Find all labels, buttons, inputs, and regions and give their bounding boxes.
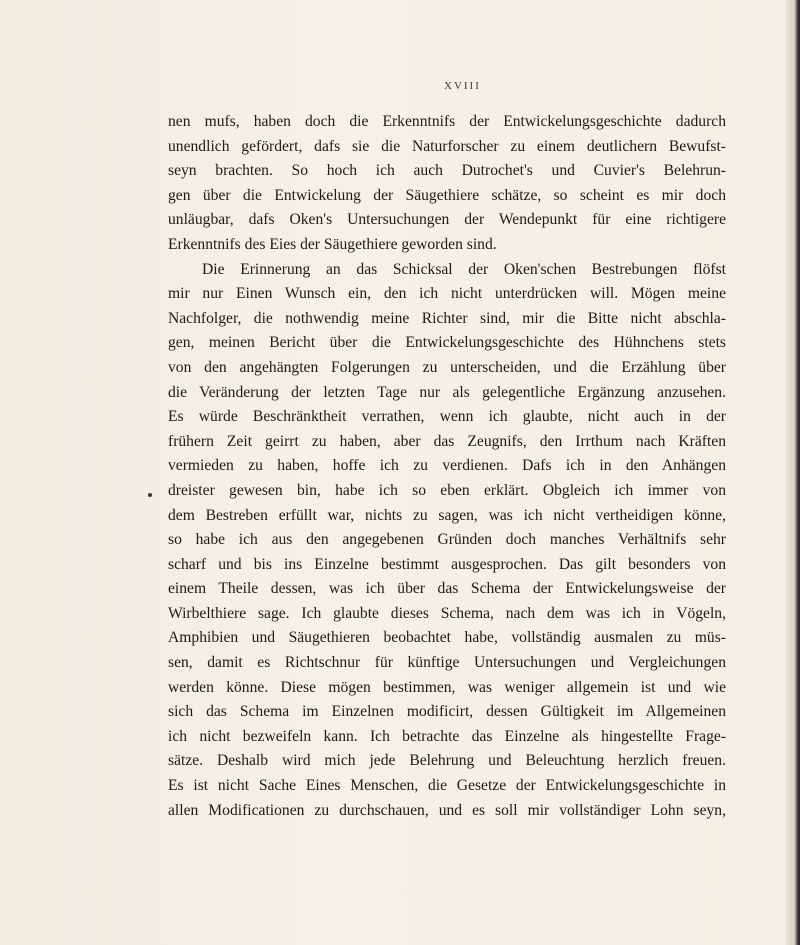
text-line: Amphibien und Säugethieren beobachtet habe, vollständig ausmalen zu müs-	[168, 629, 726, 647]
margin-mark	[148, 493, 152, 497]
text-line: die Veränderung der letzten Tage nur als gelegentliche Ergänzung anzusehen.	[168, 383, 726, 401]
text-line: nen mufs, haben doch die Erkenntnifs der Entwickelungsgeschichte dadurch	[168, 113, 726, 130]
text-line: Wirbelthiere sage. Ich glaubte dieses Schema, nach dem was ich in Vögeln,	[168, 604, 726, 622]
text-line: seyn brachten. So hoch ich auch Dutrochet's und Cuvier's Belehrun-	[168, 162, 726, 180]
text-line: unendlich gefördert, dafs sie die Naturforscher zu einem deutlichern Bewufst-	[168, 137, 726, 155]
text-line: einem Theile dessen, was ich über das Schema der Entwickelungsweise der	[168, 580, 726, 598]
page-edge-shadow	[786, 0, 800, 945]
text-line: vermieden zu haben, hoffe ich zu verdienen. Dafs ich in den Anhängen	[168, 457, 726, 475]
text-line: so habe ich aus den angegebenen Gründen doch manches Verhältnifs sehr	[168, 531, 726, 549]
page-number: XVIII	[444, 80, 481, 92]
text-line: sätze. Deshalb wird mich jede Belehrung und Beleuchtung herzlich freuen.	[168, 752, 726, 770]
text-line: Es würde Beschränktheit verrathen, wenn ich glaubte, nicht auch in der	[168, 408, 726, 426]
text-line: gen über die Entwickelung der Säugethiere schätze, so scheint es mir doch	[168, 186, 726, 204]
text-line: sen, damit es Richtschnur für künftige Untersuchungen und Vergleichungen	[168, 654, 726, 672]
text-line: mir nur Einen Wunsch ein, den ich nicht unterdrücken will. Mögen meine	[168, 285, 726, 303]
text-line: dem Bestreben erfüllt war, nichts zu sagen, was ich nicht vertheidigen könne,	[168, 506, 726, 524]
text-line: sich das Schema im Einzelnen modificirt, dessen Gültigkeit im Allgemeinen	[168, 703, 726, 721]
text-line: gen, meinen Bericht über die Entwickelungsgeschichte des Hühnchens stets	[168, 334, 726, 352]
paragraph-start-line: Die Erinnerung an das Schicksal der Oken'schen Bestrebungen flöfst	[202, 260, 726, 278]
text-line: scharf und bis ins Einzelne bestimmt ausgesprochen. Das gilt besonders von	[168, 555, 726, 573]
text-line: ich nicht bezweifeln kann. Ich betrachte das Einzelne als hingestellte Frage-	[168, 727, 726, 745]
text-line: Erkenntnifs des Eies der Säugethiere geworden sind.	[168, 235, 497, 253]
text-line: Nachfolger, die nothwendig meine Richter sind, mir die Bitte nicht abschla-	[168, 309, 726, 327]
text-line: allen Modificationen zu durchschauen, und es soll mir vollständiger Lohn seyn,	[168, 801, 726, 819]
text-line: werden könne. Diese mögen bestimmen, was weniger allgemein ist und wie	[168, 678, 726, 696]
text-line: Es ist nicht Sache Eines Menschen, die Gesetze der Entwickelungsgeschichte in	[168, 777, 726, 795]
text-line: frühern Zeit geirrt zu haben, aber das Zeugnifs, den Irrthum nach Kräften	[168, 432, 726, 450]
text-line: dreister gewesen bin, habe ich so eben erklärt. Obgleich ich immer von	[168, 481, 726, 499]
text-line: unläugbar, dafs Oken's Untersuchungen der Wendepunkt für eine richtigere	[168, 211, 726, 229]
text-line: von den angehängten Folgerungen zu unterscheiden, und die Erzählung über	[168, 358, 726, 376]
body-text	[168, 110, 726, 823]
